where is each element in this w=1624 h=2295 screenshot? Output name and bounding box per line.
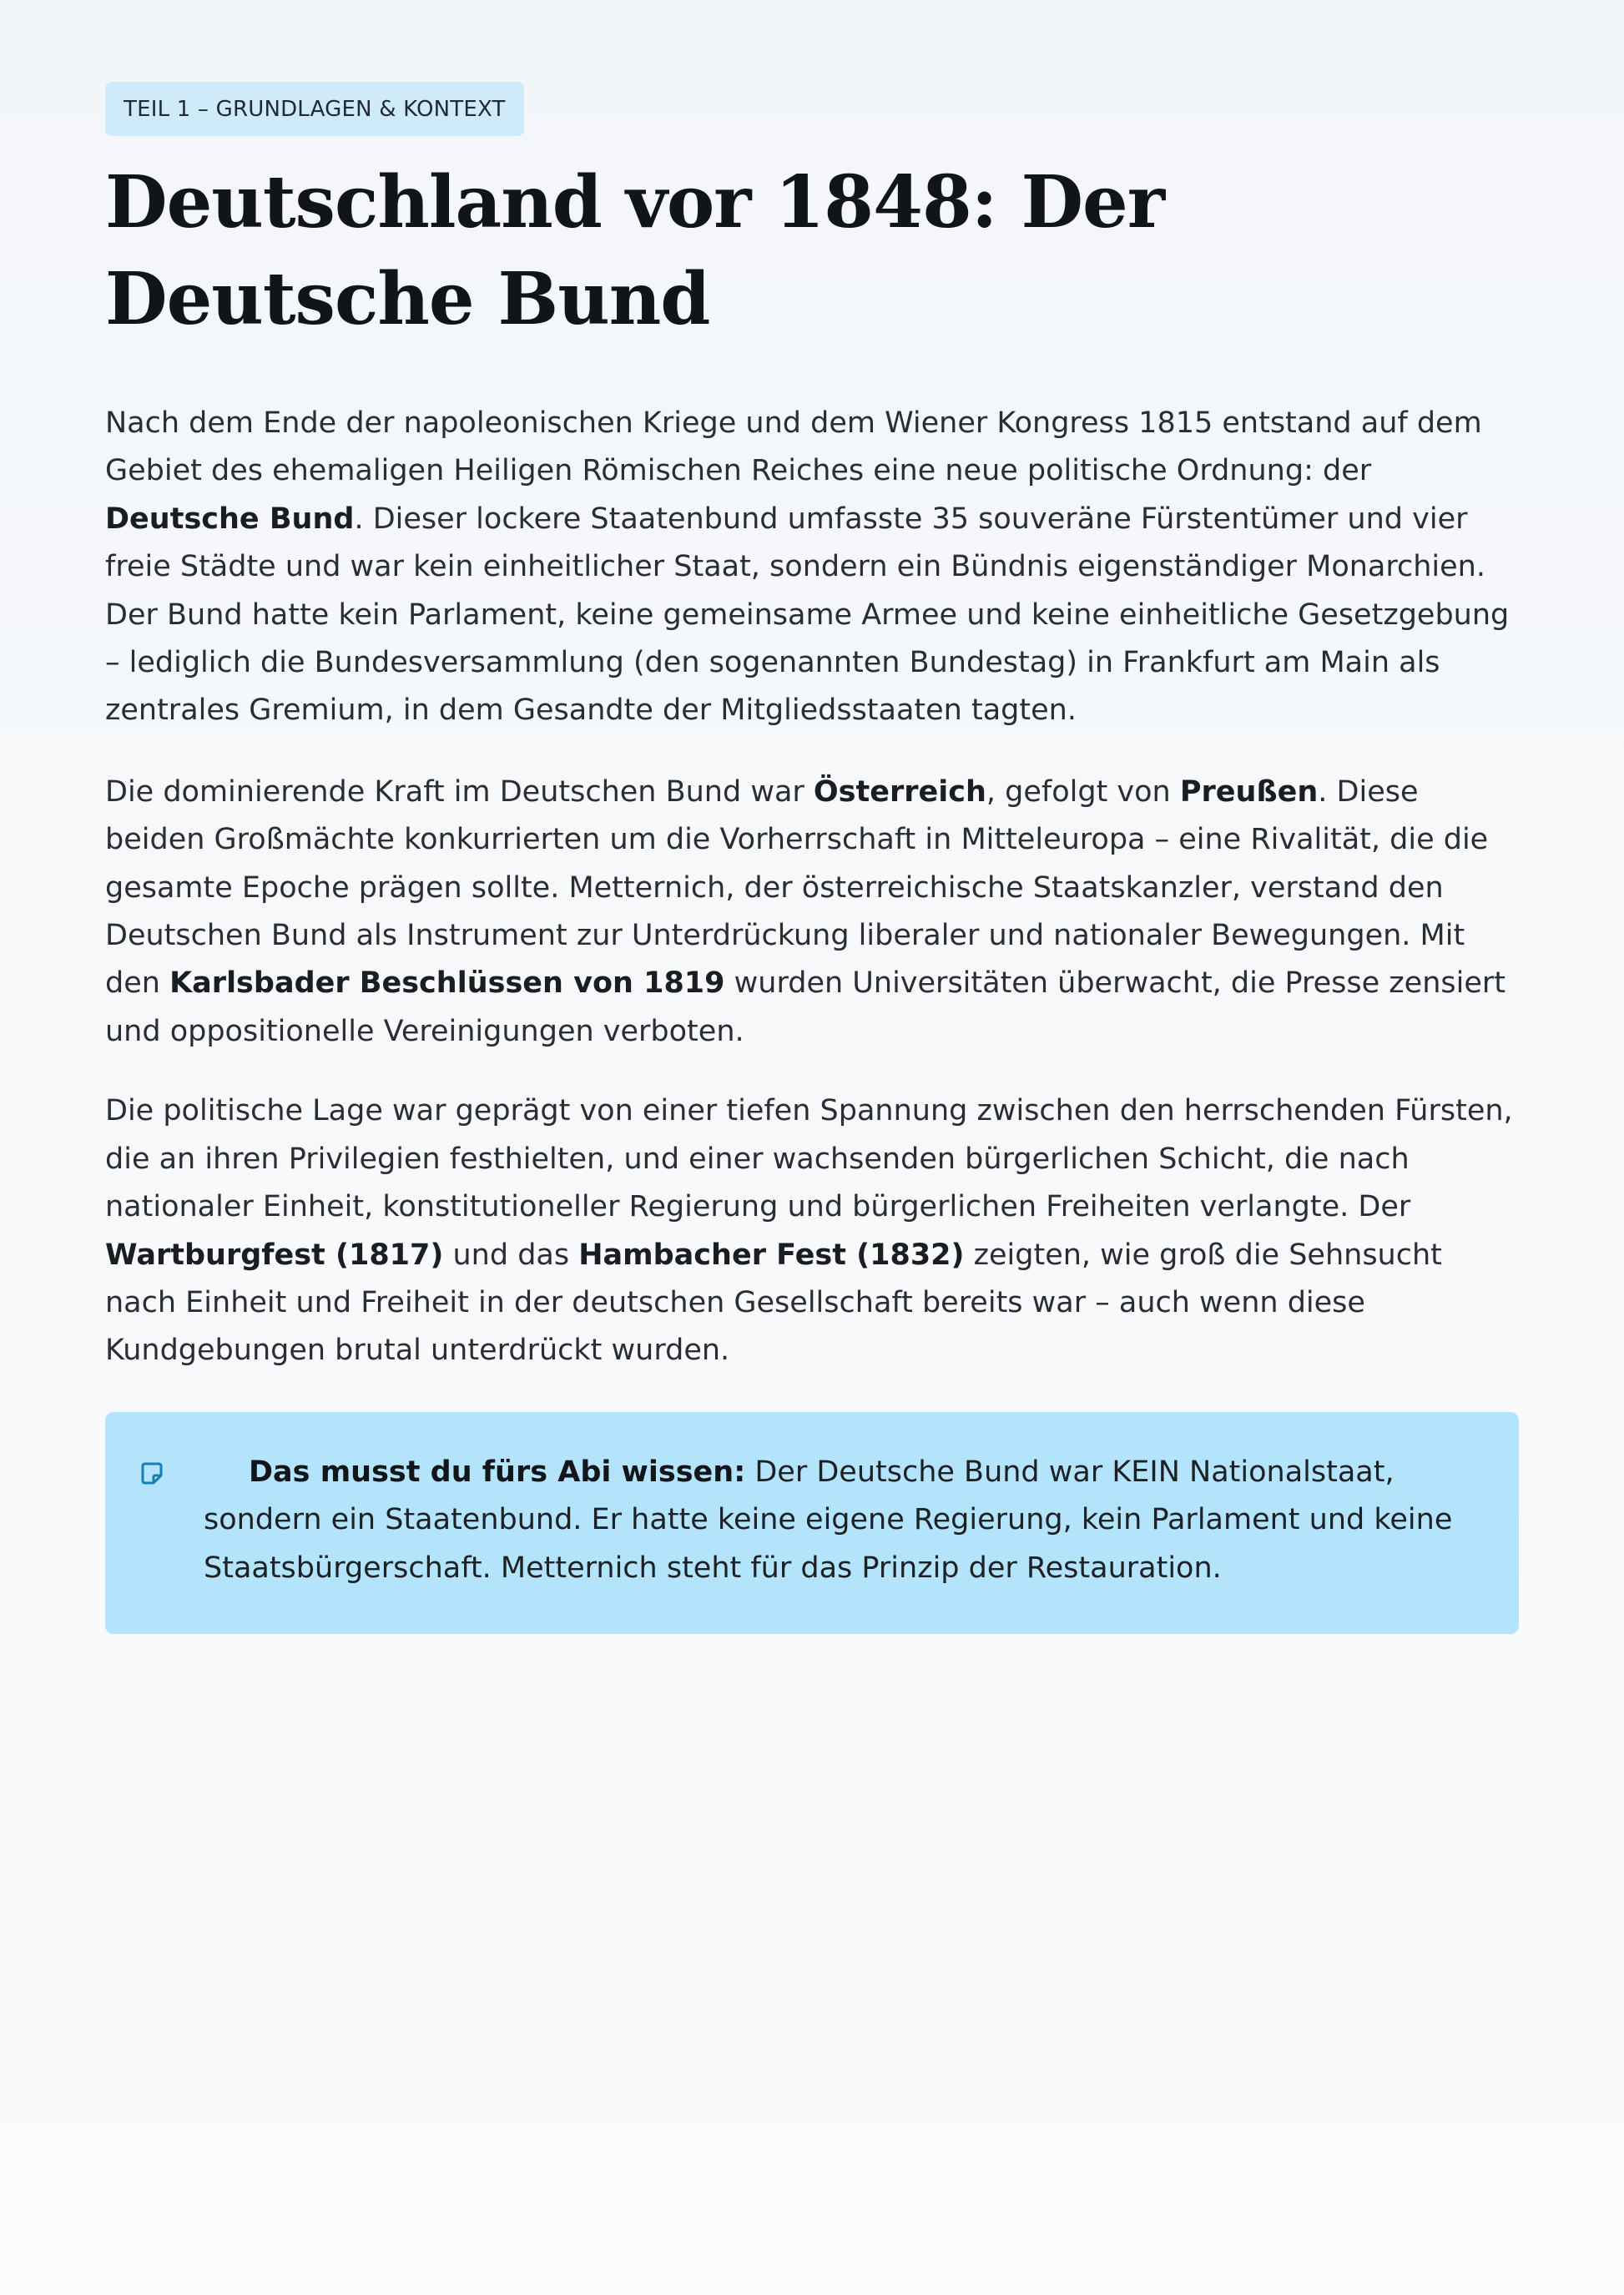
paragraph-text: , gefolgt von xyxy=(986,774,1180,809)
paragraph-politische-lage xyxy=(105,1087,1519,1374)
paragraph-text: . Diese beiden Großmächte konkurrierten um die Vorherrschaft in Mitteleuropa – eine Rivalität, die die gesamte Epoche prägen sollte. Metternich, der österreichische Staatskanzler, verstand den Deutschen Bund als Instrument zur Unterdrückung liberaler und nationaler Bewegungen. Mit den xyxy=(105,774,1489,1001)
callout-text xyxy=(204,1449,1487,1592)
bold-term-wartburgfest: Wartburgfest (1817) xyxy=(105,1238,444,1272)
paragraph-text: . Dieser lockere Staatenbund umfasste 35 souveräne Fürstentümer und vier freie Städte und war kein einheitlicher Staat, sondern ein Bündnis eigenständiger Monarchien. Der Bund hatte kein Parlament, keine gemeinsame Armee und keine einheitliche Gesetzgebung – lediglich die Bundesversammlung (den sogenannten Bundestag) in Frankfurt am Main als zentrales Gremium, in dem Gesandte der Mitgliedsstaaten tagten. xyxy=(105,502,1510,728)
bold-term-hambacher-fest: Hambacher Fest (1832) xyxy=(578,1238,965,1272)
bold-term-karlsbader-beschluesse: Karlsbader Beschlüssen von 1819 xyxy=(169,966,725,1001)
callout-lead: Das musst du fürs Abi wissen: xyxy=(249,1455,746,1489)
callout-body: Der Deutsche Bund war KEIN Nationalstaat, sondern ein Staatenbund. Er hatte keine eigene Regierung, kein Parlament und keine Staatsbürgerschaft. Metternich steht für das Prinzip der Restauration. xyxy=(204,1455,1453,1585)
paragraph-deutscher-bund xyxy=(105,400,1519,735)
paragraph-text: und das xyxy=(443,1238,579,1272)
section-badge: TEIL 1 – GRUNDLAGEN & KONTEXT xyxy=(105,82,524,136)
paragraph-text: zeigten, wie groß die Sehnsucht nach Einheit und Freiheit in der deutschen Gesellschaft bereits war – auch wenn diese Kundgebungen brutal unterdrückt wurden. xyxy=(105,1238,1442,1368)
bold-term-deutscher-bund: Deutsche Bund xyxy=(105,502,355,536)
paragraph-text: Die dominierende Kraft im Deutschen Bund war xyxy=(105,774,814,809)
document-page xyxy=(105,82,1519,1634)
paragraph-text: Die politische Lage war geprägt von einer tiefen Spannung zwischen den herrschenden Fürsten, die an ihren Privilegien festhielten, und einer wachsenden bürgerlichen Schicht, die nach nationaler Einheit, konstitutioneller Regierung und bürgerlichen Freiheiten verlangte. Der xyxy=(105,1094,1513,1224)
note-icon xyxy=(139,1460,165,1487)
bold-term-preussen: Preußen xyxy=(1179,774,1319,809)
paragraph-oesterreich-preussen xyxy=(105,769,1519,1056)
abi-callout-box xyxy=(105,1412,1519,1634)
paragraph-text: wurden Universitäten überwacht, die Presse zensiert und oppositionelle Vereinigungen verboten. xyxy=(105,966,1505,1048)
bold-term-oesterreich: Österreich xyxy=(813,774,986,809)
page-title: Deutschland vor 1848: Der Deutsche Bund xyxy=(105,160,1165,341)
paragraph-text: Nach dem Ende der napoleonischen Kriege und dem Wiener Kongress 1815 entstand auf dem Gebiet des ehemaligen Heiligen Römischen Reiches eine neue politische Ordnung: der xyxy=(105,406,1482,488)
